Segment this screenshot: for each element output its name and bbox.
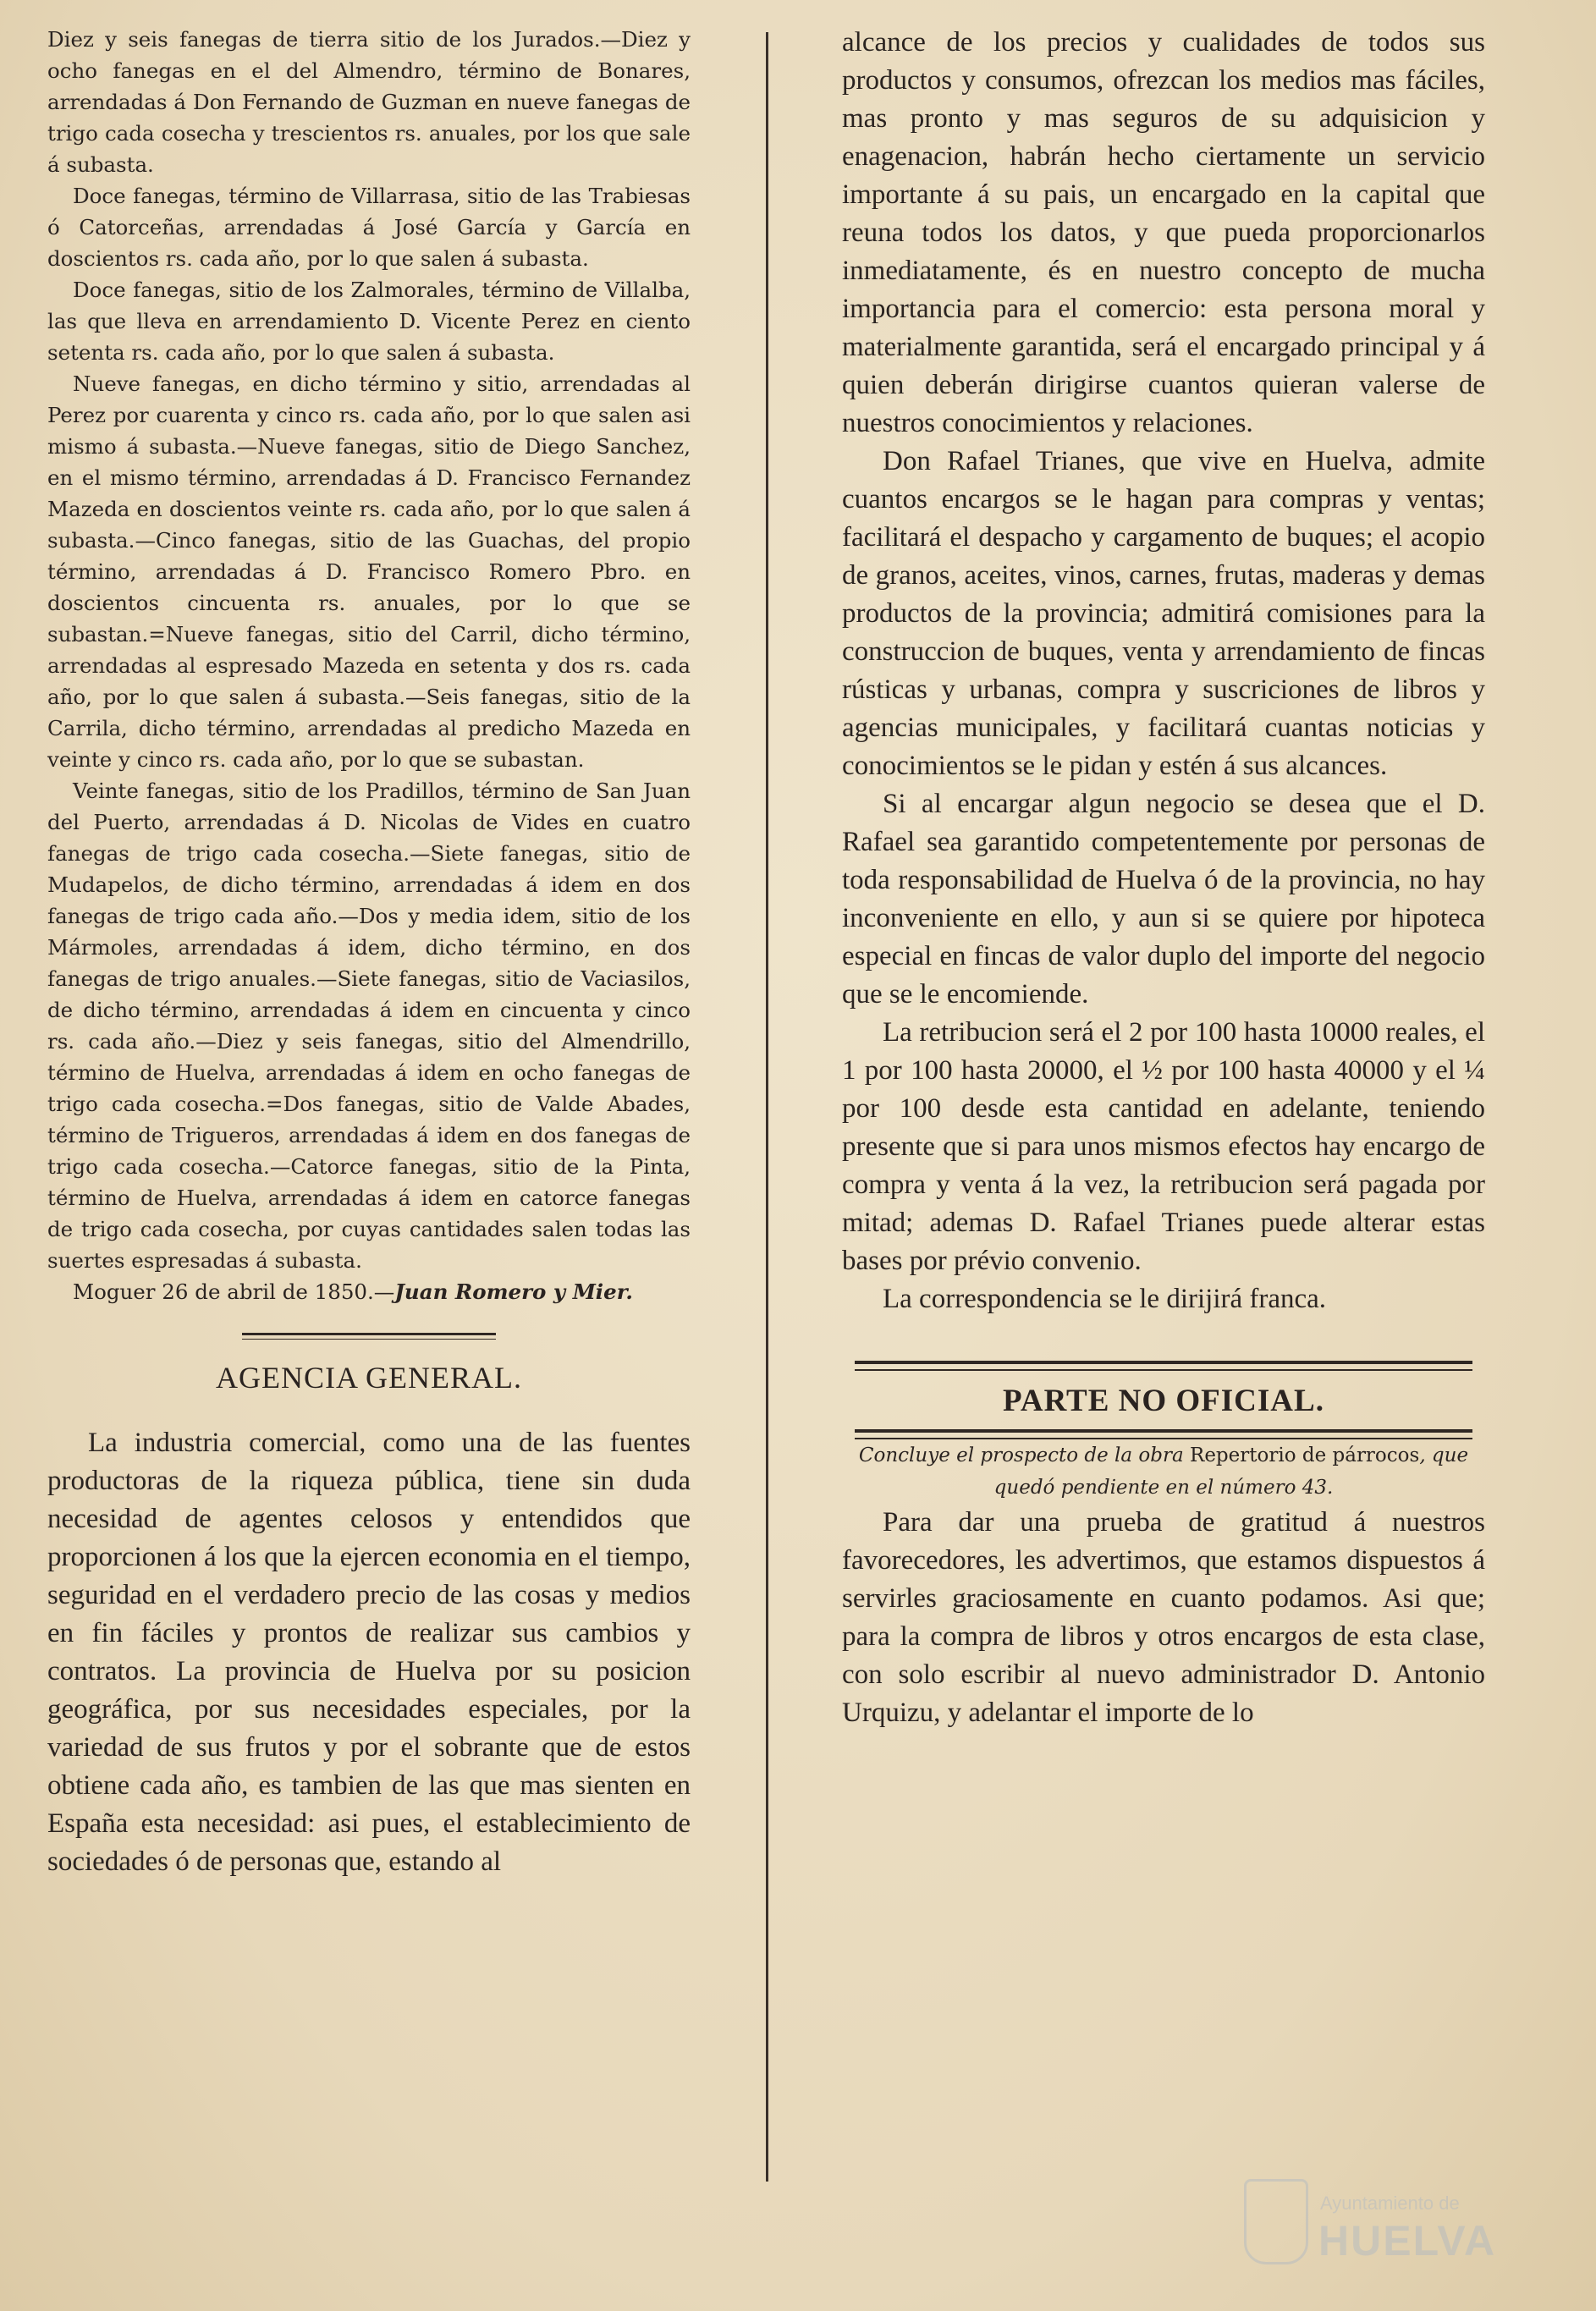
paragraph-retribucion: La retribucion será el 2 por 100 hasta 10000 reales, el 1 por 100 hasta 20000, el ½ por 100 hasta 40000 y el ¼ por 100 desde esta cantidad en adelante, teniendo presente que si para unos mismos efectos hay encargo de compra y venta á la vez, la retribucion será pagada por mitad; ademas D. Rafael Trianes puede alterar estas bases por prévio convenio. bbox=[842, 1017, 1485, 1276]
city-shield-icon bbox=[1244, 2179, 1308, 2264]
column-separator bbox=[766, 32, 768, 2182]
subhead-title: Repertorio de párrocos bbox=[1190, 1444, 1420, 1466]
signature-name: Juan Romero y Mier. bbox=[394, 1279, 633, 1304]
paragraph-agencia: La industria comercial, como una de las fuentes productoras de la riqueza pública, tiene sin duda necesidad de agentes celosos y entendidos que proporcionen á los que la ejercen economia en el tiempo, seguridad en el verdadero precio de las cosas y medios en fin fáciles y prontos de realizar sus cambios y contratos. La provincia de Huelva por su posicion geográfica, por sus necesidades especiales, por la variedad de sus frutos y por el sobrante que de estos obtiene cada año, es tambien de las que mas sienten en España esta necesidad: asi pues, el establecimiento de sociedades ó de personas que, estando al bbox=[47, 1428, 691, 1877]
subhead-italic-a: Concluye el prospecto de la obra bbox=[858, 1444, 1190, 1466]
signature-line bbox=[47, 1276, 691, 1307]
heading-agencia-general: AGENCIA GENERAL. bbox=[216, 1361, 522, 1395]
paragraph-jurados: Diez y seis fanegas de tierra sitio de los Jurados.—Diez y ocho fanegas en el del Almendro, término de Bonares, arrendadas á Don Fernando de Guzman en nueve fanegas de trigo cada cosecha y trescientos rs. anuales, por los que sale á subasta. bbox=[47, 27, 691, 177]
paragraph-pradillos: Veinte fanegas, sitio de los Pradillos, término de San Juan del Puerto, arrendadas á D. Nicolas de Vides en cuatro fanegas de trigo cada cosecha.—Siete fanegas, sitio de Mudapelos, de dicho término, arrendadas á idem en dos fanegas de trigo cada año.—Dos y media idem, sitio de los Mármoles, arrendadas á idem, dicho término, en dos fanegas de trigo anuales.—Siete fanegas, sitio de Vaciasilos, de dicho término, arrendadas á idem en cincuenta y cinco rs. cada año.—Diez y seis fanegas, sitio del Almendrillo, término de Huelva, arrendadas á idem en ocho fanegas de trigo cada cosecha.=Dos fanegas, sitio de Valde Abades, término de Trigueros, arrendadas á idem en dos fanegas de trigo cada cosecha.—Catorce fanegas, sitio de la Pinta, término de Huelva, arrendadas á idem en catorce fanegas de trigo cada cosecha, por cuyas cantidades salen todas las suertes espresadas á subasta. bbox=[47, 779, 691, 1273]
paragraph-villalba: Doce fanegas, sitio de los Zalmorales, término de Villalba, las que lleva en arrendamiento D. Vicente Perez en ciento setenta rs. cada año, por lo que salen á subasta. bbox=[47, 278, 691, 365]
paragraph-garantia: Si al encargar algun negocio se desea que el D. Rafael sea garantido competentemente por personas de toda responsabilidad de Huelva ó de la provincia, no hay inconveniente en ello, y aun si se quiere por hipoteca especial en fincas de valor duplo del importe del negocio que se le encomiende. bbox=[842, 789, 1485, 1010]
subhead-italic-b: , que quedó pendiente en el número 43. bbox=[993, 1444, 1469, 1499]
subhead-prospecto bbox=[842, 1439, 1485, 1504]
watermark-logo bbox=[1244, 2179, 1549, 2281]
rule-top-parte bbox=[855, 1361, 1472, 1371]
section-divider bbox=[242, 1333, 496, 1340]
right-column bbox=[842, 24, 1485, 1732]
signature-date: Moguer 26 de abril de 1850.— bbox=[73, 1279, 395, 1304]
rule-bottom-parte bbox=[855, 1429, 1472, 1439]
paragraph-gratitud: Para dar una prueba de gratitud á nuestros favorecedores, les advertimos, que estamos dispuestos á servirles graciosamente en cuanto podamos. Asi que; para la compra de libros y otros encargos de esta clase, con solo escribir al nuevo administrador D. Antonio Urquizu, y adelantar el importe de lo bbox=[842, 1507, 1485, 1728]
heading-parte-no-oficial: PARTE NO OFICIAL. bbox=[1003, 1384, 1324, 1418]
paragraph-trianes: Don Rafael Trianes, que vive en Huelva, admite cuantos encargos se le hagan para compras y ventas; facilitará el despacho y cargamento de buques; el acopio de granos, aceites, vinos, carnes, frutas, maderas y demas productos de la provincia; admitirá comisiones para la construccion de buques, venta y arrendamiento de fincas rústicas y urbanas, compra y suscriciones de libros y agencias municipales, y facilitará cuantas noticias y conocimientos se le pidan y estén á sus alcances. bbox=[842, 446, 1485, 781]
paragraph-alcance: alcance de los precios y cualidades de todos sus productos y consumos, ofrezcan los medios mas fáciles, mas pronto y mas seguros de su adquisicion y enagenacion, habrán hecho ciertamente un servicio importante á su pais, un encargado en la capital que reuna todos los datos, y que pueda proporcionarlos inmediatamente, és en nuestro concepto de mucha importancia para el comercio: esta persona moral y materialmente garantida, será el encargado principal y á quien deberán dirigirse cuantos quieran valerse de nuestros conocimientos y relaciones. bbox=[842, 27, 1485, 438]
paragraph-perez: Nueve fanegas, en dicho término y sitio, arrendadas al Perez por cuarenta y cinco rs. cada año, por lo que salen asi mismo á subasta.—Nueve fanegas, sitio de Diego Sanchez, en el mismo término, arrendadas á D. Francisco Fernandez Mazeda en doscientos veinte rs. cada año, por lo que salen á subasta.—Cinco fanegas, sitio de las Guachas, del propio término, arrendadas á D. Francisco Romero Pbro. en doscientos cincuenta rs. anuales, por lo que se subastan.=Nueve fanegas, sitio del Carril, dicho término, arrendadas al espresado Mazeda en setenta y dos rs. cada año, por lo que salen á subasta.—Seis fanegas, sitio de la Carrila, dicho término, arrendadas al predicho Mazeda en veinte y cinco rs. cada año, por lo que se subastan. bbox=[47, 371, 691, 772]
paragraph-correspondencia: La correspondencia se le dirijirá franca. bbox=[883, 1284, 1327, 1314]
left-column bbox=[47, 24, 691, 1881]
watermark-main-text: HUELVA bbox=[1318, 2217, 1497, 2264]
paragraph-villarrasa: Doce fanegas, término de Villarrasa, sitio de las Trabiesas ó Catorceñas, arrendadas á José García y García en doscientos rs. cada año, por lo que salen á subasta. bbox=[47, 184, 691, 271]
watermark-top-text: Ayuntamiento de bbox=[1320, 2193, 1460, 2214]
